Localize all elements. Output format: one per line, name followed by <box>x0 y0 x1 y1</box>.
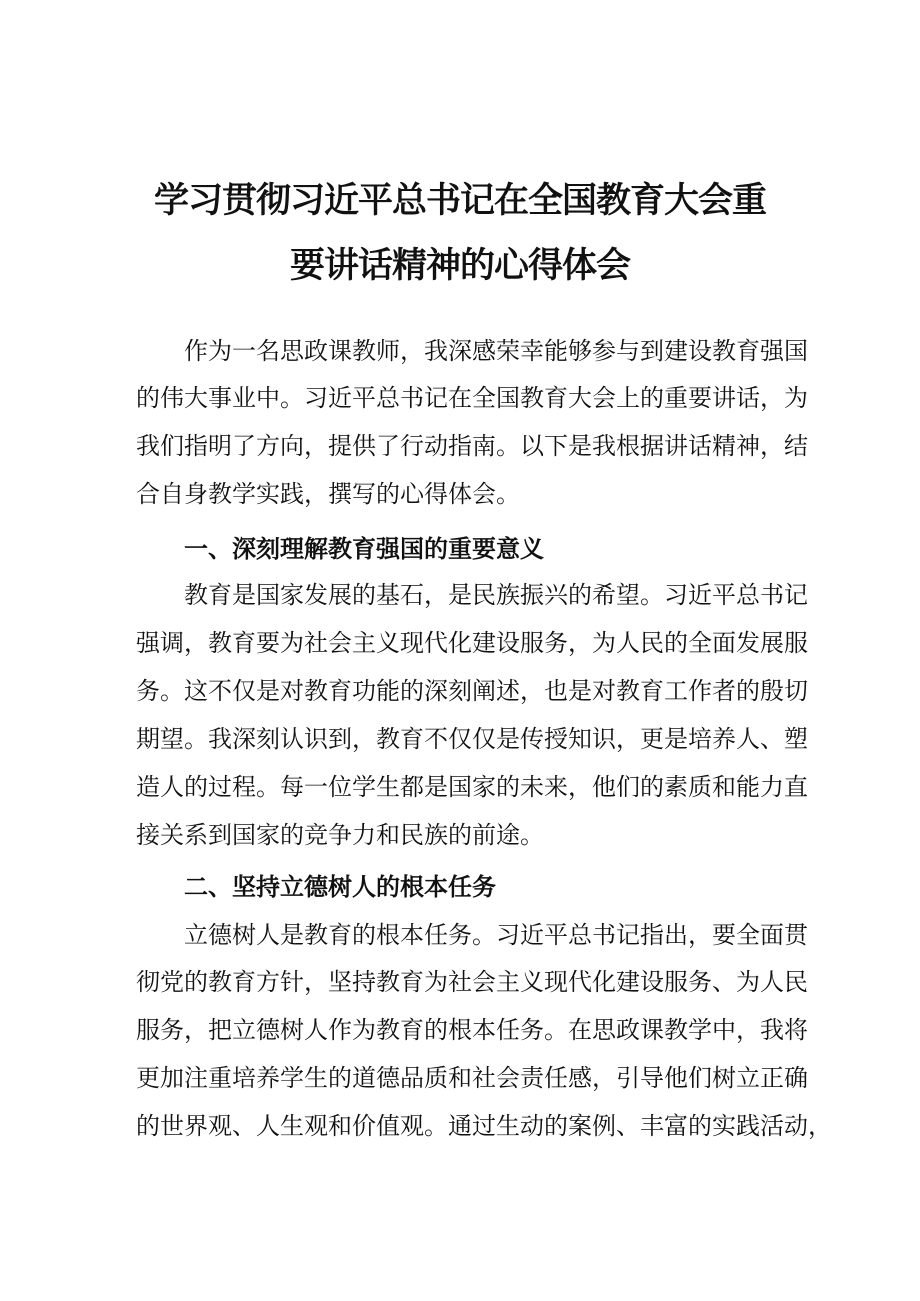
section-2-line-5: 的世界观、人生观和价值观。通过生动的案例、丰富的实践活动， <box>136 1112 832 1140</box>
section-1-line-5: 造人的过程。每一位学生都是国家的未来，他们的素质和能力直 <box>136 773 808 801</box>
section-1-line-6: 接关系到国家的竞争力和民族的前途。 <box>136 821 544 849</box>
section-2-line-1: 立德树人是教育的根本任务。习近平总书记指出，要全面贯 <box>184 921 808 949</box>
section-1-line-2: 强调，教育要为社会主义现代化建设服务，为人民的全面发展服 <box>136 629 808 657</box>
section-2-line-4: 更加注重培养学生的道德品质和社会责任感，引导他们树立正确 <box>136 1064 808 1092</box>
intro-line-3: 我们指明了方向，提供了行动指南。以下是我根据讲话精神，结 <box>136 432 808 460</box>
document-title-line-2: 要讲话精神的心得体会 <box>289 246 630 286</box>
section-2-heading: 二、坚持立德树人的根本任务 <box>184 873 496 901</box>
intro-line-2: 的伟大事业中。习近平总书记在全国教育大会上的重要讲话，为 <box>136 384 808 412</box>
intro-line-1: 作为一名思政课教师，我深感荣幸能够参与到建设教育强国 <box>184 337 808 365</box>
document-title-line-1: 学习贯彻习近平总书记在全国教育大会重 <box>153 181 766 221</box>
section-2-line-3: 服务，把立德树人作为教育的根本任务。在思政课教学中，我将 <box>136 1016 808 1044</box>
section-1-heading: 一、深刻理解教育强国的重要意义 <box>184 535 544 563</box>
section-1-line-3: 务。这不仅是对教育功能的深刻阐述，也是对教育工作者的殷切 <box>136 677 808 705</box>
section-1-line-4: 期望。我深刻认识到，教育不仅仅是传授知识，更是培养人、塑 <box>136 725 808 753</box>
section-1-line-1: 教育是国家发展的基石，是民族振兴的希望。习近平总书记 <box>184 581 808 609</box>
section-2-line-2: 彻党的教育方针，坚持教育为社会主义现代化建设服务、为人民 <box>136 968 808 996</box>
intro-line-4: 合自身教学实践，撰写的心得体会。 <box>136 480 520 508</box>
